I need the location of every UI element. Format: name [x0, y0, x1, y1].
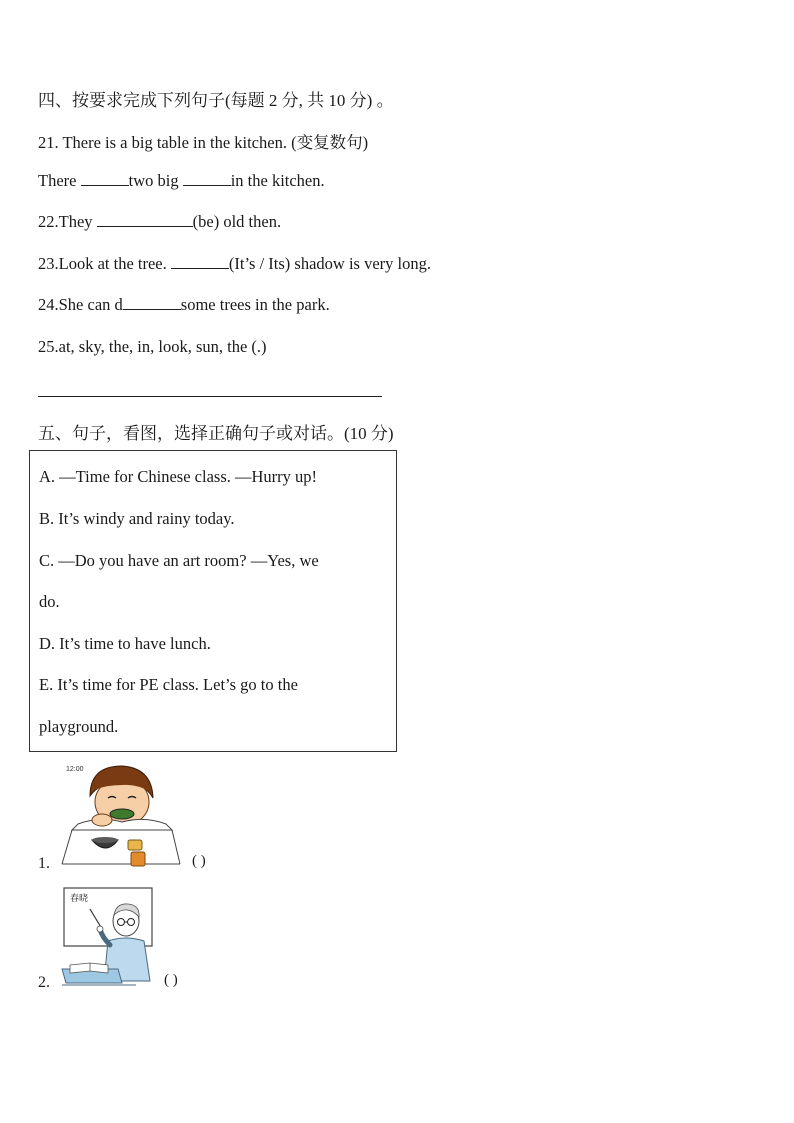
q22-number: 22. [38, 212, 59, 231]
answer-blank[interactable] [171, 254, 229, 269]
q25-text: at, sky, the, in, look, sun, the (.) [58, 337, 267, 356]
q21-number: 21 [38, 133, 55, 152]
q24-text: She can d [58, 295, 123, 314]
q24-text: some trees in the park. [180, 295, 330, 314]
picture-2-number: 2. [38, 974, 50, 991]
section5-heading: 五、句子，看图，选择正确句子或对话。(10 分) [38, 424, 394, 443]
teacher-pointing-board-picture [60, 885, 156, 991]
answer-blank[interactable] [123, 295, 181, 310]
question-21-answer [38, 171, 325, 191]
question-23 [38, 254, 431, 274]
section4-heading: 四、按要求完成下列句子(每题 2 分, 共 10 分) 。 [38, 91, 394, 110]
boy-eating-lunch-icon [60, 760, 182, 870]
q23-text: Look at the tree. [58, 254, 167, 273]
teacher-pointing-board-icon [60, 885, 156, 991]
question-24 [38, 295, 330, 315]
answer-blank[interactable] [97, 212, 193, 227]
q22-text: They [58, 212, 93, 231]
q22-text: (be) old then. [192, 212, 282, 231]
option-c-continued: do. [39, 592, 60, 611]
q23-text: (It’s / Its) shadow is very long. [228, 254, 431, 273]
options-box [29, 450, 397, 752]
option-e: E. It’s time for PE class. Let’s go to the [39, 675, 298, 694]
picture-1-number: 1. [38, 855, 50, 872]
q23-number: 23. [38, 254, 59, 273]
q21-instruction: (变复数句) [291, 133, 369, 152]
q24-number: 24. [38, 295, 59, 314]
question-25 [38, 337, 267, 357]
q21-answer-part: two big [128, 171, 179, 190]
question-21 [38, 129, 368, 153]
board-label: 春晓 [70, 894, 89, 904]
boy-eating-lunch-picture [60, 760, 182, 870]
question-22 [38, 212, 281, 232]
option-c: C. —Do you have an art room? —Yes, we [39, 551, 319, 570]
q25-number: 25. [38, 337, 59, 356]
option-a: A. —Time for Chinese class. —Hurry up! [39, 467, 318, 486]
picture-1-answer[interactable]: ( ) [192, 853, 206, 869]
option-b: B. It’s windy and rainy today. [39, 509, 235, 528]
answer-blank[interactable] [81, 171, 129, 186]
clock-label: 12:00 [66, 766, 84, 773]
q21-text: . There is a big table in the kitchen. [54, 133, 287, 152]
q25-answer-line[interactable] [38, 396, 382, 397]
q21-answer-part: in the kitchen. [230, 171, 325, 190]
option-d: D. It’s time to have lunch. [39, 634, 211, 653]
option-e-continued: playground. [39, 717, 119, 736]
answer-blank[interactable] [183, 171, 231, 186]
picture-2-answer[interactable]: ( ) [164, 972, 178, 988]
q21-answer-part: There [38, 171, 77, 190]
